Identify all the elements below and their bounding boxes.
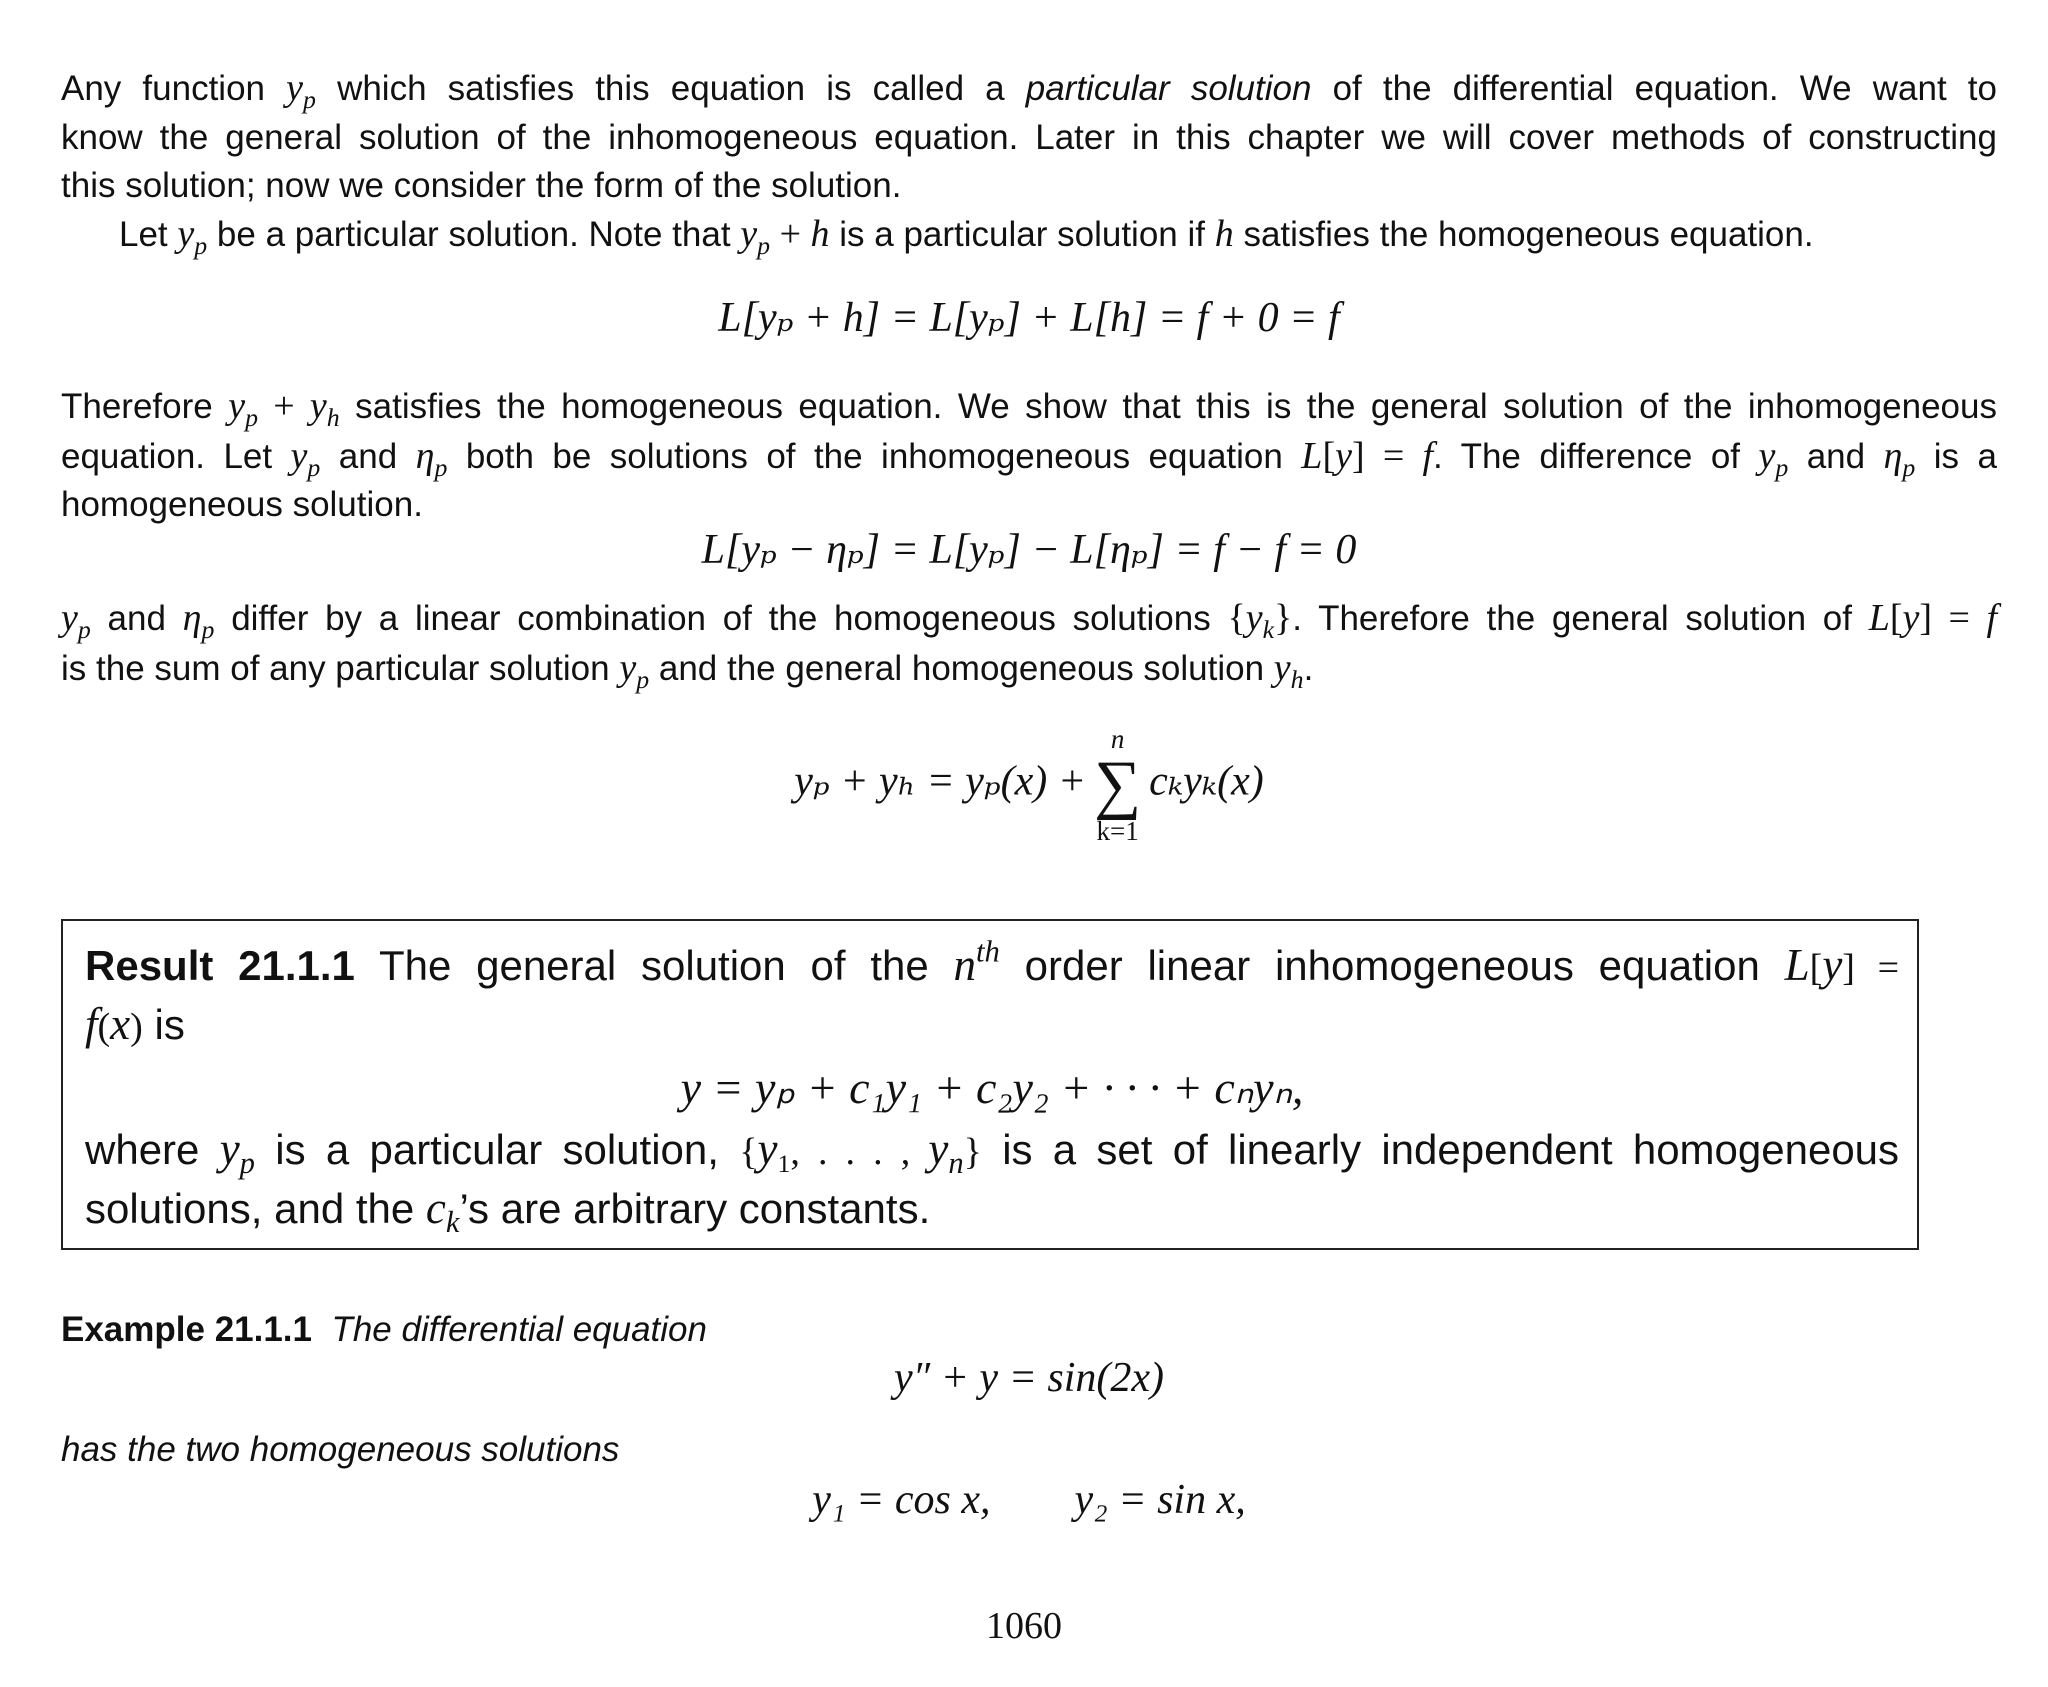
equation-example: y″ + y = sin(2x) <box>893 1355 1165 1401</box>
text-line: is the sum of any particular solution $y_p$ and the general homogeneous solution $y_h$. <box>61 646 1314 694</box>
result-line: where $y_p$ is a particular solution, {$y_1$, . . . , $y_n$} is a set of linearly independent homogeneous <box>85 1124 1900 1181</box>
text-line: this solution; now we consider the form of the solution. <box>61 166 902 205</box>
equation-difference: L[yₚ − ηₚ] = L[yₚ] − L[ηₚ] = f − f = 0 <box>701 527 1357 573</box>
example-heading: Example 21.1.1 The differential equation <box>61 1310 707 1349</box>
paragraph-therefore <box>61 382 1997 530</box>
page-number: 1060 <box>986 1605 1062 1647</box>
text-line: equation. Let $y_p$ and $\eta_p$ both be solutions of the inhomogeneous equation L[y] = f. The difference of $y_p$ and $\eta_p$ is a <box>61 434 1997 482</box>
text-line: Let $y_p$ be a particular solution. Note that $y_p + h$ is a particular solution if h satisfies the homogeneous equation. <box>119 213 1814 260</box>
result-line: f(x) is <box>85 999 185 1049</box>
equation-general-sum: yₚ + yₕ = yₚ(x) + n ∑ k=1 cₖyₖ(x) <box>794 724 1264 846</box>
example-text: has the two homogeneous solutions <box>61 1430 620 1469</box>
result-equation: y = yₚ + c₁y₁ + c₂y₂ + · · · + cₙyₙ, <box>680 1062 1304 1113</box>
paragraph-differ <box>61 594 1997 693</box>
text-line: Therefore $y_p + y_h$ satisfies the homogeneous equation. We show that this is the general solution of the inhomogeneous <box>61 385 1997 432</box>
text-line: $y_p$ and $\eta_p$ differ by a linear combination of the homogeneous solutions $\{y_k\}$. Therefore the general solution of L[y] = f <box>61 597 1997 644</box>
result-line: Result 21.1.1 The general solution of the $n^{th}$ order linear inhomogeneous equation L[y] = <box>85 934 1899 990</box>
result-label: Result 21.1.1 <box>85 942 355 989</box>
result-line: solutions, and the $c_k’s$ are arbitrary constants. <box>85 1183 931 1240</box>
summation-symbol: n ∑ k=1 <box>1094 724 1142 846</box>
text-line: homogeneous solution. <box>61 485 423 524</box>
equation-linearity: L[yₚ + h] = L[yₚ] + L[h] = f + 0 = f <box>718 295 1340 341</box>
text-line: Any function $y_p$ which satisfies this equation is called a particular solution of the differential equation. We want to <box>61 67 1997 114</box>
equation-homogeneous-solutions: y₁ = cos x, y₂ = sin x, <box>812 1477 1246 1523</box>
text-line: know the general solution of the inhomogeneous equation. Later in this chapter we will cover methods of constructing <box>61 117 1997 157</box>
result-box <box>61 919 1919 1250</box>
paragraph-particular-solution <box>61 64 1997 211</box>
example-label: Example 21.1.1 <box>61 1310 312 1349</box>
paragraph-let-yp <box>61 210 1997 260</box>
